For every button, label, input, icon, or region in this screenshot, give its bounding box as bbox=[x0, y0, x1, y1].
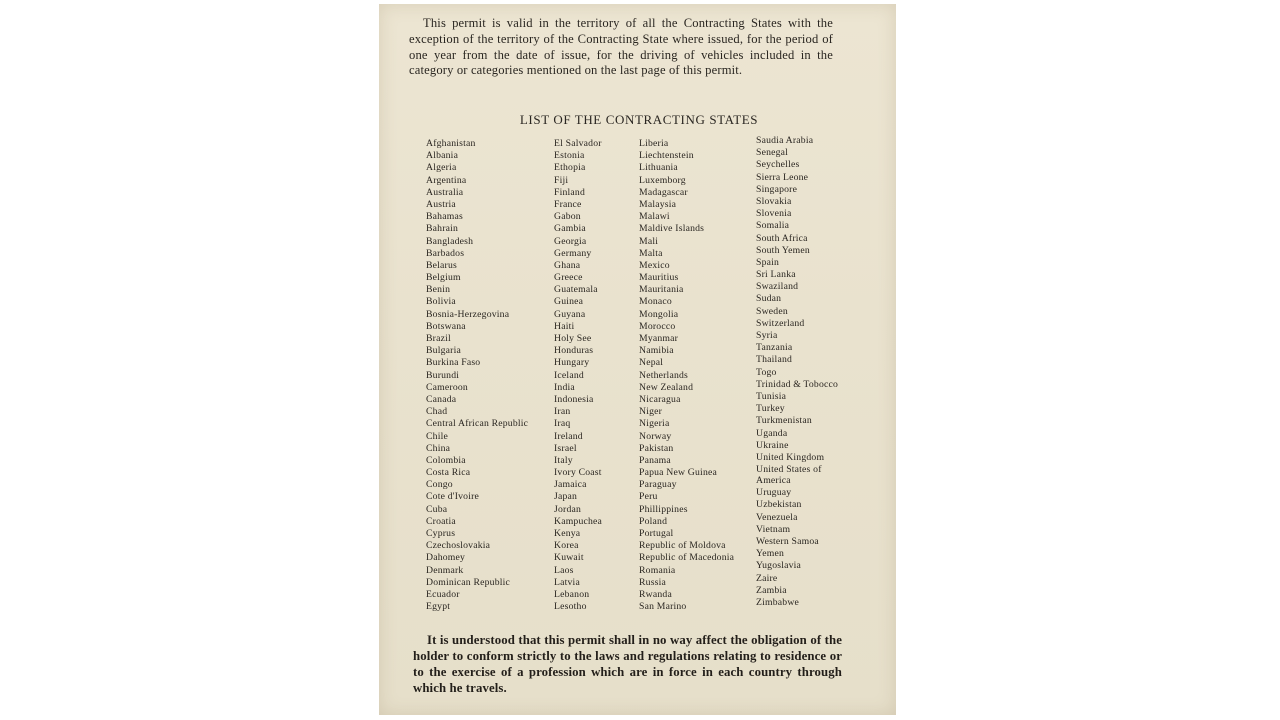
validity-paragraph: This permit is valid in the territory of all the Contracting States with the exception of the territory of the Contracting State where issued, for the period of one year from the date of issue, for the driving of vehicles included in the category or categories mentioned on the last page of this permit. bbox=[409, 16, 833, 78]
state-list-item: Iraq bbox=[554, 418, 571, 430]
state-list-item: China bbox=[426, 442, 451, 454]
state-list-item: Russia bbox=[639, 576, 667, 588]
state-list-item: Netherlands bbox=[639, 369, 689, 381]
state-list-item: Chile bbox=[426, 430, 448, 442]
state-list-item: Namibia bbox=[639, 345, 674, 357]
state-list-item: Burundi bbox=[426, 369, 460, 381]
state-list-item: Kenya bbox=[554, 528, 581, 539]
state-list-item: Bolivia bbox=[426, 296, 456, 308]
state-list-item: United Kingdom bbox=[756, 451, 825, 463]
state-list-item: Argentina bbox=[426, 174, 467, 186]
state-list-item: Mexico bbox=[639, 259, 670, 271]
state-list-item: Malta bbox=[639, 247, 663, 259]
state-list-item: Nepal bbox=[639, 357, 664, 369]
state-list-item: New Zealand bbox=[639, 381, 694, 393]
state-list-item: Trinidad & Tobocco bbox=[756, 378, 839, 390]
state-list-item: Iceland bbox=[554, 369, 584, 381]
state-list-item: Latvia bbox=[554, 576, 580, 588]
states-column-4 bbox=[756, 135, 838, 609]
state-list-item: Albania bbox=[426, 150, 459, 162]
state-list-item: Republic of Macedonia bbox=[639, 552, 735, 564]
state-list-item: Iran bbox=[554, 406, 571, 418]
state-list-item: Portugal bbox=[639, 528, 674, 539]
state-list-item: Sudan bbox=[756, 293, 782, 305]
state-list-item: Tunisia bbox=[756, 390, 787, 402]
state-list-item: Afghanistan bbox=[426, 138, 476, 149]
state-list-item: Barbados bbox=[426, 247, 465, 259]
state-list-item: Turkey bbox=[756, 403, 785, 415]
state-list-item: Germany bbox=[554, 247, 592, 259]
state-list-item: Jordan bbox=[554, 503, 582, 515]
state-list-item: Israel bbox=[554, 442, 577, 454]
state-list-item: Lebanon bbox=[554, 588, 590, 600]
permit-page bbox=[379, 4, 896, 715]
state-list-item: Italy bbox=[554, 454, 573, 466]
state-list-item: Paraguay bbox=[639, 479, 677, 491]
state-list-item: Bahrain bbox=[426, 223, 459, 235]
state-list-item: Liechtenstein bbox=[639, 150, 694, 162]
state-list-item: South Africa bbox=[756, 232, 808, 244]
state-list-item: Zaire bbox=[756, 572, 778, 584]
state-list-item: Monaco bbox=[639, 296, 672, 308]
state-list-item: Central African Republic bbox=[426, 418, 529, 430]
state-list-item: Japan bbox=[554, 491, 578, 503]
state-list-item: Guyana bbox=[554, 308, 586, 320]
states-column-3 bbox=[639, 138, 734, 613]
state-list-item: Sierra Leone bbox=[756, 171, 809, 183]
state-list-item: Venezuela bbox=[756, 511, 798, 523]
state-list-item: San Marino bbox=[639, 601, 687, 613]
state-list-item: Chad bbox=[426, 406, 448, 418]
states-column-1 bbox=[426, 138, 528, 613]
state-list-item: Pakistan bbox=[639, 442, 674, 454]
state-list-item: Togo bbox=[756, 366, 777, 378]
state-list-item: Canada bbox=[426, 393, 457, 405]
state-list-item: Mauritania bbox=[639, 284, 684, 296]
state-list-item: Georgia bbox=[554, 235, 587, 247]
state-list-item: Cameroon bbox=[426, 381, 468, 393]
state-list-item: Saudia Arabia bbox=[756, 135, 814, 146]
state-list-item: Czechoslovakia bbox=[426, 540, 491, 552]
state-list-item: Switzerland bbox=[756, 317, 805, 329]
state-list-item: Dominican Republic bbox=[426, 576, 511, 588]
state-list-item: Morocco bbox=[639, 320, 676, 332]
state-list-item: Ireland bbox=[554, 430, 583, 442]
state-list-item: Swaziland bbox=[756, 281, 799, 293]
state-list-item: Bulgaria bbox=[426, 345, 461, 357]
state-list-item: Luxemborg bbox=[639, 174, 686, 186]
state-list-item: Estonia bbox=[554, 150, 585, 162]
state-list-item: Australia bbox=[426, 186, 464, 198]
state-list-item: Kuwait bbox=[554, 552, 584, 564]
state-list-item: Poland bbox=[639, 515, 668, 527]
state-list-item: Gambia bbox=[554, 223, 586, 235]
state-list-item: Spain bbox=[756, 256, 780, 268]
state-list-item: Cuba bbox=[426, 503, 448, 515]
state-list-item: Guatemala bbox=[554, 284, 598, 296]
state-list-item: Ecuador bbox=[426, 588, 460, 600]
state-list-item: Malawi bbox=[639, 211, 670, 223]
state-list-item: Bahamas bbox=[426, 211, 463, 223]
state-list-item: Madagascar bbox=[639, 186, 688, 198]
state-list-item: Uzbekistan bbox=[756, 499, 802, 511]
state-list-item: Syria bbox=[756, 330, 778, 341]
state-list-item: Laos bbox=[554, 564, 574, 576]
state-list-item: Greece bbox=[554, 272, 583, 284]
state-list-item: Myanmar bbox=[639, 333, 679, 344]
state-list-item: Burkina Faso bbox=[426, 357, 481, 369]
state-list-item: Haiti bbox=[554, 320, 575, 332]
state-list-item: Colombia bbox=[426, 454, 466, 466]
state-list-item: Sweden bbox=[756, 305, 788, 317]
state-list-item: Belarus bbox=[426, 259, 457, 271]
state-list-item: Phillippines bbox=[639, 503, 688, 515]
state-list-item: Western Samoa bbox=[756, 536, 819, 547]
state-list-item: Austria bbox=[426, 198, 456, 210]
state-list-item: Peru bbox=[639, 491, 658, 503]
state-list-item: Croatia bbox=[426, 515, 456, 527]
state-list-item: Liberia bbox=[639, 138, 669, 149]
state-list-item: Turkmenistan bbox=[756, 415, 812, 427]
state-list-item: Uruguay bbox=[756, 487, 792, 499]
state-list-item: Kampuchea bbox=[554, 515, 603, 527]
state-list-item: Tanzania bbox=[756, 342, 793, 354]
state-list-item: Cyprus bbox=[426, 528, 456, 539]
states-column-2 bbox=[554, 138, 602, 613]
state-list-item: Niger bbox=[639, 406, 663, 418]
state-list-item: Senegal bbox=[756, 147, 789, 159]
state-list-item: Thailand bbox=[756, 354, 793, 366]
state-list-item: Costa Rica bbox=[426, 467, 471, 479]
state-list-item: El Salvador bbox=[554, 138, 602, 149]
state-list-item: Congo bbox=[426, 479, 453, 491]
state-list-item: Benin bbox=[426, 284, 451, 296]
state-list-item: Republic of Moldova bbox=[639, 540, 726, 552]
state-list-item: Ghana bbox=[554, 259, 581, 271]
state-list-item: Finland bbox=[554, 186, 586, 198]
state-list-item: Papua New Guinea bbox=[639, 467, 717, 479]
state-list-item: Fiji bbox=[554, 174, 569, 186]
state-list-item: Cote d'Ivoire bbox=[426, 491, 480, 503]
state-list-item: United States of bbox=[756, 464, 822, 476]
state-list-item: Brazil bbox=[426, 333, 451, 344]
state-list-item: Botswana bbox=[426, 320, 466, 332]
state-list-item: Egypt bbox=[426, 601, 451, 613]
state-list-item: Jamaica bbox=[554, 479, 587, 491]
state-list-item: Mauritius bbox=[639, 272, 679, 284]
state-list-item: Dahomey bbox=[426, 552, 466, 564]
state-list-item: Yugoslavia bbox=[756, 560, 802, 572]
state-list-item: Zambia bbox=[756, 584, 787, 596]
state-list-item: Honduras bbox=[554, 345, 594, 357]
state-list-item: Sri Lanka bbox=[756, 269, 796, 281]
state-list-item: Guinea bbox=[554, 296, 584, 308]
state-list-item: Korea bbox=[554, 540, 579, 552]
state-list-item: Gabon bbox=[554, 211, 581, 223]
state-list-item: Slovakia bbox=[756, 195, 792, 207]
state-list-item: Belgium bbox=[426, 272, 461, 284]
state-list-item: Mali bbox=[639, 235, 659, 247]
state-list-item: Malaysia bbox=[639, 198, 677, 210]
list-title: LIST OF THE CONTRACTING STATES bbox=[519, 112, 759, 127]
state-list-item: Somalia bbox=[756, 220, 790, 232]
state-list-item: Rwanda bbox=[639, 588, 672, 600]
state-list-item: Indonesia bbox=[554, 393, 594, 405]
state-list-item: Holy See bbox=[554, 333, 592, 344]
state-list-item: Bangladesh bbox=[426, 235, 474, 247]
state-list-item: Vietnam bbox=[756, 523, 791, 535]
residence-notice-paragraph: It is understood that this permit shall in no way affect the obligation of the holder to conform strictly to the laws and regulations relating to residence or to the exercise of a profession which are in force in each country through which he travels. bbox=[413, 633, 842, 695]
state-list-item: India bbox=[554, 381, 575, 393]
state-list-item: Algeria bbox=[426, 162, 457, 174]
state-list-item: Lesotho bbox=[554, 601, 587, 613]
state-list-item: Romania bbox=[639, 564, 676, 576]
state-list-item: Uganda bbox=[756, 427, 788, 439]
state-list-item: Hungary bbox=[554, 357, 590, 369]
state-list-item: Lithuania bbox=[639, 162, 678, 174]
state-list-item: Ukraine bbox=[756, 439, 789, 451]
state-list-item: Nigeria bbox=[639, 418, 670, 430]
state-list-item: South Yemen bbox=[756, 244, 810, 256]
state-list-item: Bosnia-Herzegovina bbox=[426, 308, 510, 320]
state-list-item: America bbox=[756, 475, 791, 487]
state-list-item: Ivory Coast bbox=[554, 467, 602, 479]
state-list-item: Singapore bbox=[756, 183, 798, 195]
state-list-item: Yemen bbox=[756, 548, 785, 560]
state-list-item: Slovenia bbox=[756, 208, 792, 220]
state-list-item: Norway bbox=[639, 430, 672, 442]
state-list-item: Seychelles bbox=[756, 159, 800, 171]
state-list-item: Nicaragua bbox=[639, 393, 681, 405]
state-list-item: Ethopia bbox=[554, 162, 586, 174]
state-list-item: Denmark bbox=[426, 564, 464, 576]
state-list-item: Mongolia bbox=[639, 308, 679, 320]
state-list-item: Zimbabwe bbox=[756, 596, 800, 608]
state-list-item: France bbox=[554, 198, 582, 210]
state-list-item: Maldive Islands bbox=[639, 223, 705, 235]
state-list-item: Panama bbox=[639, 454, 671, 466]
